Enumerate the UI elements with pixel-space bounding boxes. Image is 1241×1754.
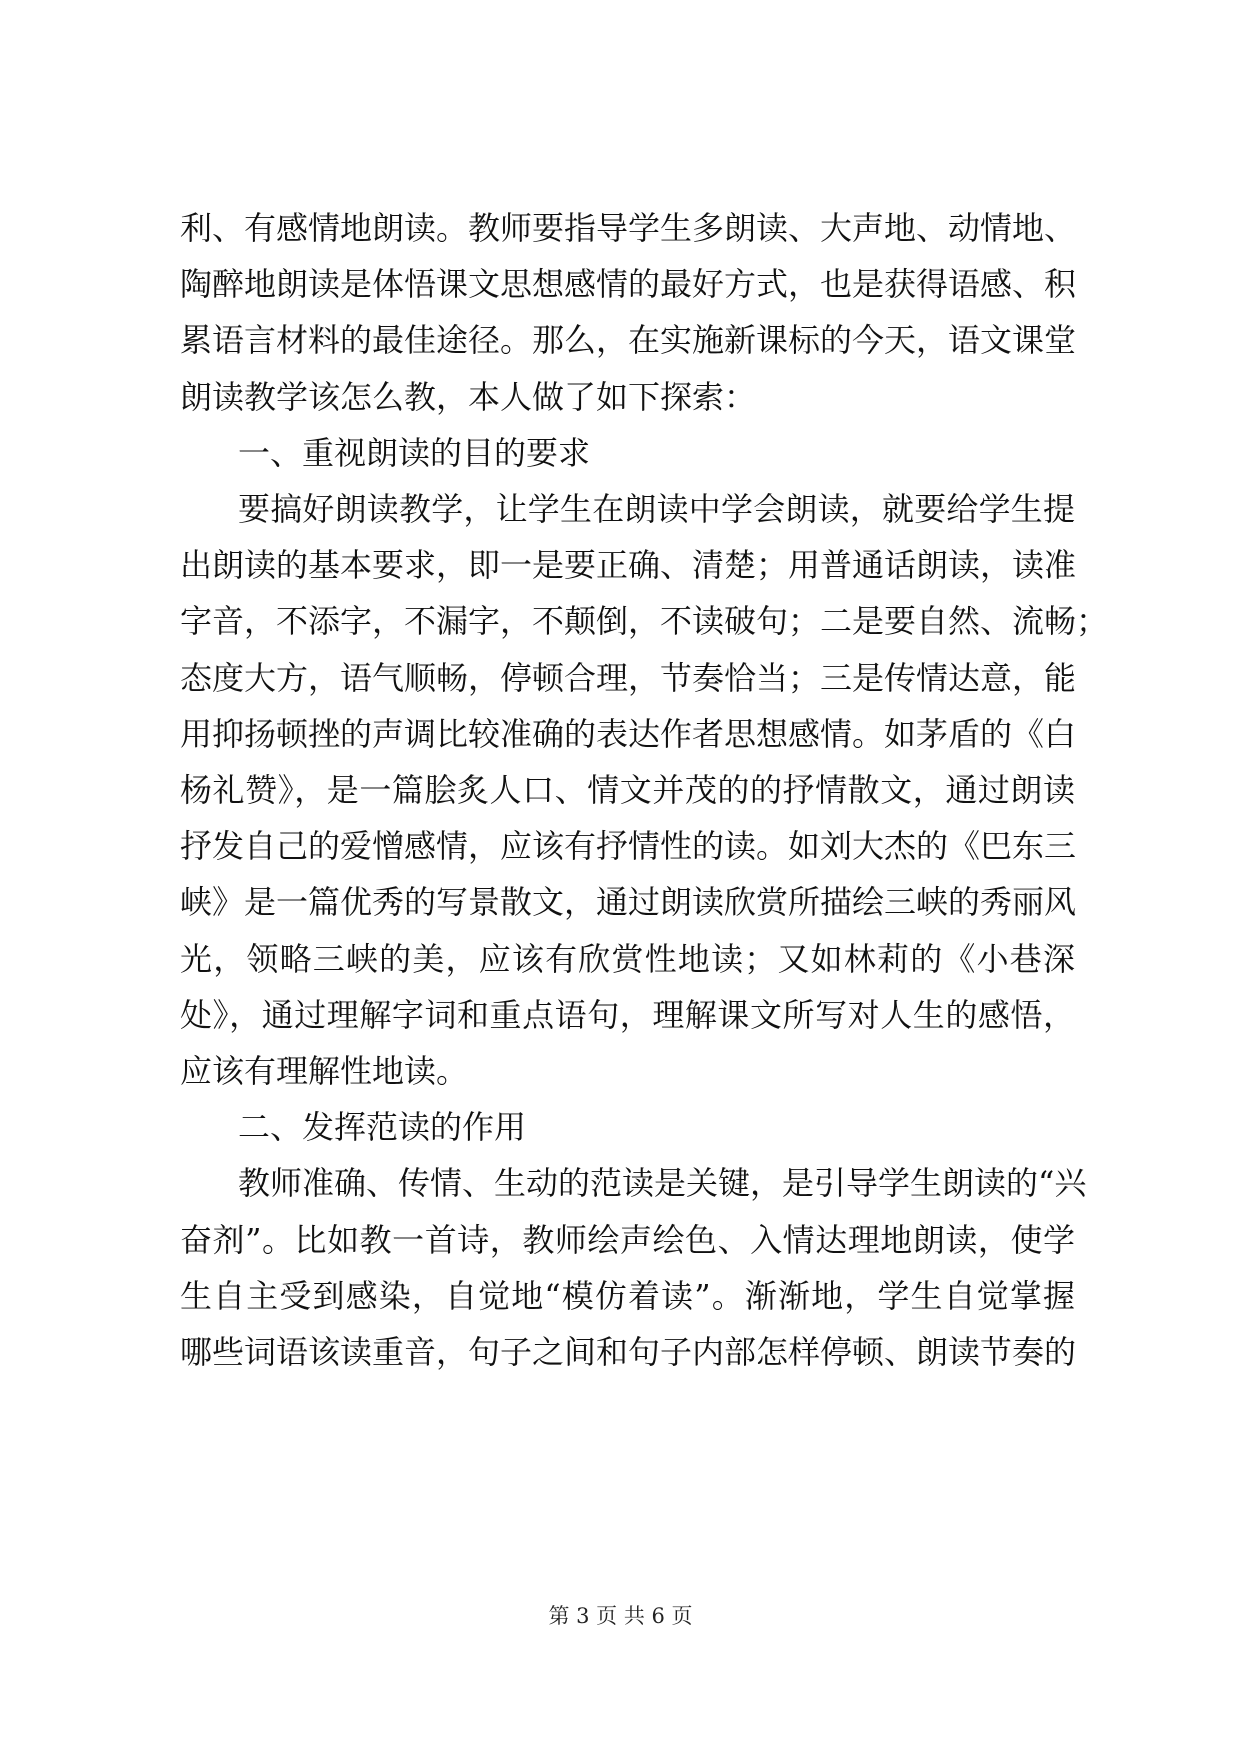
paragraph-line: 字音，不添字，不漏字，不颠倒，不读破句；二是要自然、流畅； (180, 602, 1109, 640)
paragraph-line: 生自主受到感染，自觉地“模仿着读”。渐渐地，学生自觉掌握 (180, 1277, 1075, 1315)
paragraph-line: 杨礼赞》，是一篇脍炙人口、情文并茂的的抒情散文，通过朗读 (180, 771, 1075, 809)
paragraph-line: 教师准确、传情、生动的范读是关键，是引导学生朗读的“兴 (238, 1164, 1087, 1202)
paragraph-line: 利、有感情地朗读。教师要指导学生多朗读、大声地、动情地、 (180, 209, 1077, 247)
paragraph-line: 态度大方，语气顺畅，停顿合理，节奏恰当；三是传情达意，能 (180, 659, 1077, 697)
paragraph-line: 光，领略三峡的美，应该有欣赏性地读；又如林莉的《小巷深 (180, 940, 1075, 978)
paragraph-line: 累语言材料的最佳途径。那么，在实施新课标的今天，语文课堂 (180, 321, 1077, 359)
page-number: 第 3 页 共 6 页 (548, 1604, 693, 1628)
paragraph-line: 哪些词语该读重音，句子之间和句子内部怎样停顿、朗读节奏的 (180, 1333, 1077, 1371)
paragraph-line: 要搞好朗读教学，让学生在朗读中学会朗读，就要给学生提 (238, 490, 1075, 528)
paragraph-line: 处》，通过理解字词和重点语句，理解课文所写对人生的感悟， (180, 996, 1075, 1034)
section-heading: 二、发挥范读的作用 (238, 1108, 527, 1146)
paragraph-line: 抒发自己的爱憎感情，应该有抒情性的读。如刘大杰的《巴东三 (180, 827, 1077, 865)
paragraph-line: 峡》是一篇优秀的写景散文，通过朗读欣赏所描绘三峡的秀丽风 (180, 883, 1077, 921)
paragraph-line: 朗读教学该怎么教，本人做了如下探索： (180, 378, 757, 416)
section-heading: 一、重视朗读的目的要求 (238, 434, 591, 472)
paragraph-line: 出朗读的基本要求，即一是要正确、清楚；用普通话朗读，读准 (180, 546, 1077, 584)
paragraph-line: 奋剂”。比如教一首诗，教师绘声绘色、入情达理地朗读，使学 (180, 1221, 1075, 1259)
paragraph-line: 陶醉地朗读是体悟课文思想感情的最好方式，也是获得语感、积 (180, 265, 1077, 303)
paragraph-line: 应该有理解性地读。 (180, 1052, 469, 1090)
paragraph-line: 用抑扬顿挫的声调比较准确的表达作者思想感情。如茅盾的《白 (180, 715, 1077, 753)
